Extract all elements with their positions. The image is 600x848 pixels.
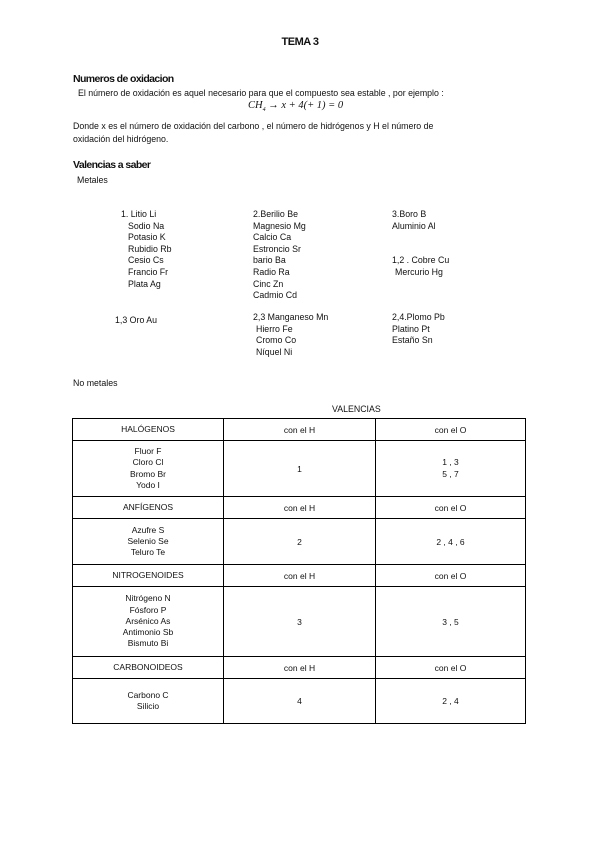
metal-entry: 1,2 . Cobre Cu (392, 255, 450, 265)
element: Fósforo P (129, 604, 167, 615)
metal-entry: 2,4.Plomo Pb (392, 312, 445, 322)
col-header-h: con el H (224, 497, 376, 519)
table-row (73, 657, 526, 679)
element: Antimonio Sb (122, 627, 174, 638)
element-list (73, 679, 224, 724)
metal-entry: Calcio Ca (253, 232, 292, 243)
element: Cloro Cl (132, 457, 164, 468)
section-heading-oxidation: Numeros de oxidacion (73, 73, 174, 85)
valence-o-value: 1 , 3 (442, 457, 459, 468)
element: Yodo I (136, 479, 160, 490)
valence-h: 4 (224, 679, 376, 724)
table-row (73, 497, 526, 519)
element: Bromo Br (130, 468, 166, 479)
metal-entry: Estroncio Sr (253, 243, 301, 254)
metal-group-6 (253, 312, 328, 358)
table-row (73, 679, 526, 724)
group-name: ANFÍGENOS (73, 497, 224, 519)
metal-entry: Cesio Cs (128, 255, 164, 266)
metal-group-5 (115, 315, 157, 327)
page-title: TEMA 3 (281, 36, 319, 48)
metal-entry: Plata Ag (128, 278, 161, 289)
valence-h: 3 (224, 587, 376, 657)
group-name: NITROGENOIDES (73, 565, 224, 587)
metal-entry: 2,3 Manganeso Mn (253, 312, 329, 322)
metal-entry: Potasio K (128, 232, 166, 243)
metal-entry: 1. Litio Li (121, 209, 157, 219)
metal-entry: Cadmio Cd (253, 290, 298, 301)
valence-o-value: 5 , 7 (442, 468, 459, 479)
metal-group-3 (392, 209, 436, 232)
valence-o: 3 , 5 (376, 587, 526, 657)
intro-text: El número de oxidación es aquel necesario para que el compuesto sea estable , por ejemplo : (78, 88, 444, 98)
metal-entry: Radio Ra (253, 266, 290, 277)
valence-o: 2 , 4 (376, 679, 526, 724)
explain-line-2: oxidación del hidrógeno. (73, 134, 169, 144)
metal-entry: bario Ba (253, 255, 286, 266)
metal-group-4 (392, 255, 449, 278)
valence-h: 2 (224, 519, 376, 565)
element: Bismuto Bi (127, 638, 169, 649)
formula (248, 100, 343, 113)
metal-entry: Hierro Fe (256, 323, 293, 334)
col-header-o: con el O (376, 565, 526, 587)
group-name: CARBONOIDEOS (73, 657, 224, 679)
table-caption: VALENCIAS (332, 404, 381, 414)
element: Nitrógeno N (125, 593, 171, 604)
metal-entry: Sodio Na (128, 220, 165, 231)
col-header-h: con el H (224, 419, 376, 441)
col-header-h: con el H (224, 657, 376, 679)
explain-line-1: Donde x es el número de oxidación del carbono , el número de hidrógenos y H el número de (73, 121, 434, 131)
group-name: HALÓGENOS (73, 419, 224, 441)
element: Carbono C (127, 689, 169, 700)
valences-table (72, 418, 526, 724)
metal-group-2 (253, 209, 306, 302)
metal-entry: Francio Fr (128, 266, 169, 277)
metal-entry: Mercurio Hg (395, 266, 443, 277)
metal-entry: Aluminio Al (392, 220, 436, 231)
formula-lhs: CH (248, 100, 263, 111)
col-header-o: con el O (376, 497, 526, 519)
metal-entry: Níquel Ni (256, 346, 293, 357)
table-row (73, 519, 526, 565)
valence-o: 2 , 4 , 6 (376, 519, 526, 565)
col-header-o: con el O (376, 657, 526, 679)
table-row (73, 587, 526, 657)
col-header-h: con el H (224, 565, 376, 587)
metal-group-1 (121, 209, 172, 290)
metales-label: Metales (77, 175, 108, 185)
element: Arsénico As (125, 615, 171, 626)
metal-entry: 3.Boro B (392, 209, 427, 219)
table-row (73, 565, 526, 587)
metal-entry: Rubidio Rb (128, 243, 172, 254)
element-list (73, 519, 224, 565)
metal-entry: 1,3 Oro Au (115, 315, 158, 325)
valence-h: 1 (224, 441, 376, 497)
metal-entry: Estaño Sn (392, 335, 433, 346)
element-list (73, 441, 224, 497)
metal-entry: Cinc Zn (253, 278, 284, 289)
metal-group-7 (392, 312, 445, 347)
element: Silicio (136, 701, 160, 711)
section-heading-valences: Valencias a saber (73, 159, 151, 171)
no-metales-label: No metales (73, 378, 118, 388)
metal-entry: Cromo Co (256, 335, 297, 346)
element: Azufre S (131, 524, 165, 535)
element: Selenio Se (127, 535, 169, 546)
element: Fluor F (134, 445, 162, 456)
table-row (73, 441, 526, 497)
element: Teluro Te (130, 547, 166, 558)
element-list (73, 587, 224, 657)
metal-entry: Magnesio Mg (253, 220, 306, 231)
col-header-o: con el O (376, 419, 526, 441)
metal-entry: Platino Pt (392, 323, 430, 334)
formula-rhs: → x + 4(+ 1) = 0 (268, 100, 344, 111)
valence-o (376, 441, 526, 497)
metal-entry: 2.Berilio Be (253, 209, 298, 219)
formula-subscript: 4 (262, 107, 266, 114)
table-row (73, 419, 526, 441)
